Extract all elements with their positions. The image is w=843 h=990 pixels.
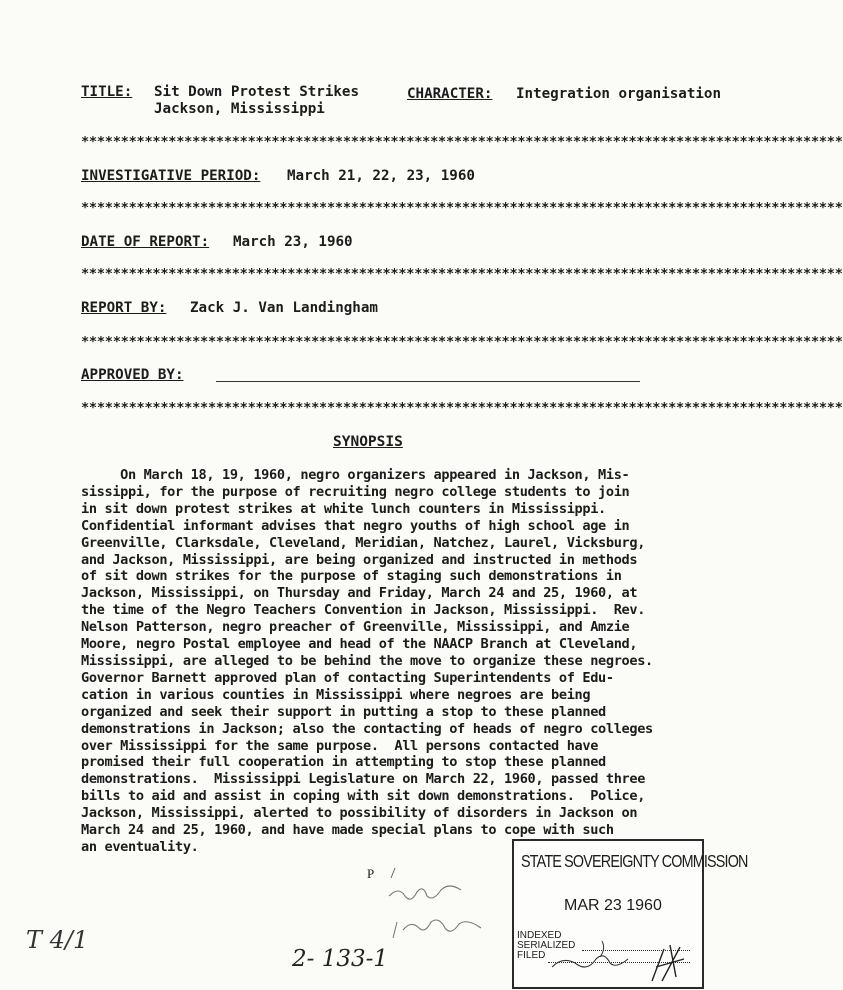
synopsis-line: organized and seek their support in putting a stop to these planned: [81, 703, 606, 720]
stamp-date: MAR 23 1960: [564, 897, 662, 914]
synopsis-line: Mississippi, are alleged to be behind the move to organize these negroes.: [81, 652, 653, 669]
report-by-value: Zack J. Van Landingham: [190, 300, 378, 316]
synopsis-line: Greenville, Clarksdale, Cleveland, Meridian, Natchez, Laurel, Vicksburg,: [81, 534, 646, 551]
stamp-title: STATE SOVEREIGNTY COMMISSION: [521, 851, 748, 871]
synopsis-line: an eventuality.: [81, 838, 199, 855]
synopsis-line: Jackson, Mississippi, alerted to possibility of disorders in Jackson on: [81, 805, 638, 822]
synopsis-line: in sit down protest strikes at white lunch counters in Mississippi.: [81, 500, 606, 517]
synopsis-line: Jackson, Mississippi, on Thursday and Friday, March 24 and 25, 1960, at: [81, 585, 638, 602]
investigative-period-value: March 21, 22, 23, 1960: [287, 168, 475, 184]
synopsis-line: demonstrations. Mississippi Legislature on March 22, 1960, passed three: [81, 771, 646, 788]
approved-by-label: APPROVED BY:: [81, 367, 184, 383]
handwritten-corner-mark: T 4/1: [26, 926, 89, 954]
synopsis-line: bills to aid and assist in coping with sit down demonstrations. Police,: [81, 788, 646, 805]
separator-stars: ************************************************************************************************: [81, 200, 843, 216]
synopsis-line: Confidential informant advises that negro youths of high school age in: [81, 517, 630, 534]
approved-by-signature-line: [216, 381, 640, 382]
title-line-2: Jackson, Mississippi: [154, 101, 325, 117]
handwritten-file-number: 2- 133-1: [292, 946, 389, 972]
title-label: TITLE:: [81, 84, 133, 100]
synopsis-line: promised their full cooperation in attempting to stop these planned: [81, 754, 606, 771]
title-line-1: Sit Down Protest Strikes: [154, 84, 359, 100]
synopsis-line: March 24 and 25, 1960, and have made special plans to cope with such: [81, 822, 614, 839]
stamp-filed: FILED: [517, 950, 546, 961]
synopsis-line: demonstrations in Jackson; also the contacting of heads of negro colleges: [81, 720, 653, 737]
synopsis-line: Moore, negro Postal employee and head of the NAACP Branch at Cleveland,: [81, 636, 638, 653]
synopsis-line: Nelson Patterson, negro preacher of Greenville, Mississippi, and Amzie: [81, 619, 630, 636]
synopsis-line: Governor Barnett approved plan of contacting Superintendents of Edu-: [81, 669, 614, 686]
investigative-period-label: INVESTIGATIVE PERIOD:: [81, 168, 261, 184]
handwritten-p-mark: P: [367, 866, 375, 881]
date-of-report-label: DATE OF REPORT:: [81, 234, 210, 250]
separator-stars: ************************************************************************************************: [81, 266, 843, 282]
synopsis-line: and Jackson, Mississippi, are being organized and instructed in methods: [81, 551, 638, 568]
character-value: Integration organisation: [516, 86, 721, 102]
stamp-indexed: INDEXED: [517, 930, 562, 941]
stamp-signature-scribble: [544, 937, 694, 985]
separator-stars: ************************************************************************************************: [81, 134, 843, 150]
character-label: CHARACTER:: [407, 86, 493, 102]
synopsis-line: On March 18, 19, 1960, negro organizers appeared in Jackson, Mis-: [81, 467, 630, 483]
state-sovereignty-commission-stamp: [512, 839, 748, 989]
synopsis-heading: SYNOPSIS: [333, 434, 403, 450]
report-by-label: REPORT BY:: [81, 300, 167, 316]
synopsis-line: cation in various counties in Mississippi where negroes are being: [81, 686, 591, 703]
separator-stars: ************************************************************************************************: [81, 334, 843, 350]
synopsis-line: the time of the Negro Teachers Convention in Jackson, Mississippi. Rev.: [81, 602, 646, 619]
date-of-report-value: March 23, 1960: [233, 234, 353, 250]
synopsis-line: over Mississippi for the same purpose. All persons contacted have: [81, 737, 599, 754]
stamp-serialized: SERIALIZED: [517, 940, 576, 951]
handwritten-initials: [385, 862, 495, 954]
synopsis-body: [81, 467, 741, 856]
synopsis-line: of sit down strikes for the purpose of staging such demonstrations in: [81, 568, 622, 585]
synopsis-line: sissippi, for the purpose of recruiting negro college students to join: [81, 483, 630, 500]
separator-stars: ************************************************************************************************: [81, 400, 843, 416]
